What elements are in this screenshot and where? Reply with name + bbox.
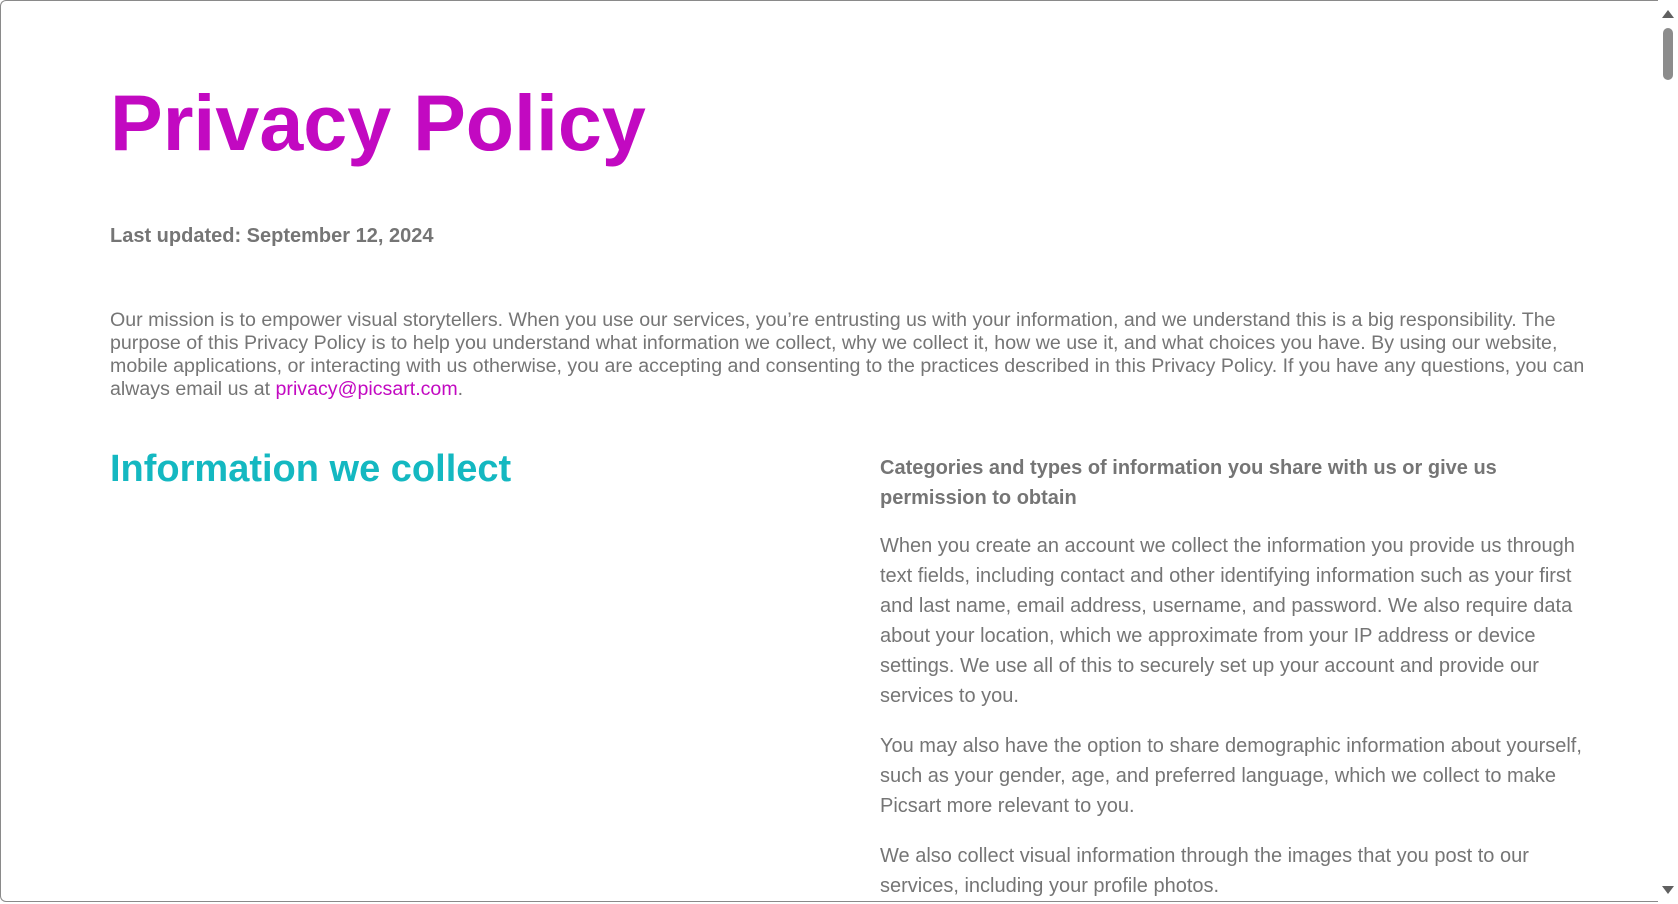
page-title: Privacy Policy	[110, 78, 646, 167]
triangle-up-icon[interactable]	[1662, 10, 1674, 18]
section-body	[880, 453, 1600, 902]
privacy-email-link[interactable]: privacy@picsart.com	[275, 378, 458, 400]
section-paragraph: We also collect visual information through the images that you post to our services, including your profile photos.	[880, 845, 1529, 897]
last-updated: Last updated: September 12, 2024	[110, 225, 434, 247]
triangle-down-icon[interactable]	[1662, 886, 1674, 894]
vertical-scrollbar[interactable]	[1658, 0, 1678, 904]
intro-text: Our mission is to empower visual storytellers. When you use our services, you’re entrusting us with your information, and we understand this is a big responsibility. The purpose of this Privacy Policy is to help you understand what information we collect, why we collect it, how we use it, and what choices you have. By using our website, mobile applications, or interacting with us otherwise, you are accepting and consenting to the practices described in this Privacy Policy. If you have any questions, you can always email us at	[110, 309, 1585, 400]
intro-text-end: .	[457, 378, 464, 400]
section-subheading: Categories and types of information you share with us or give us permission to obtain	[880, 457, 1497, 509]
section-title-information-we-collect: Information we collect	[110, 448, 512, 490]
intro-paragraph	[110, 309, 1592, 401]
scrollbar-thumb[interactable]	[1663, 28, 1673, 80]
section-paragraph: When you create an account we collect the information you provide us through text fields, including contact and other identifying information such as your first and last name, email address, username, and password. We also require data about your location, which we approximate from your IP address or device settings. We use all of this to securely set up your account and provide our services to you.	[880, 535, 1575, 707]
section-paragraph: You may also have the option to share demographic information about yourself, such as your gender, age, and preferred language, which we collect to make Picsart more relevant to you.	[880, 735, 1582, 817]
